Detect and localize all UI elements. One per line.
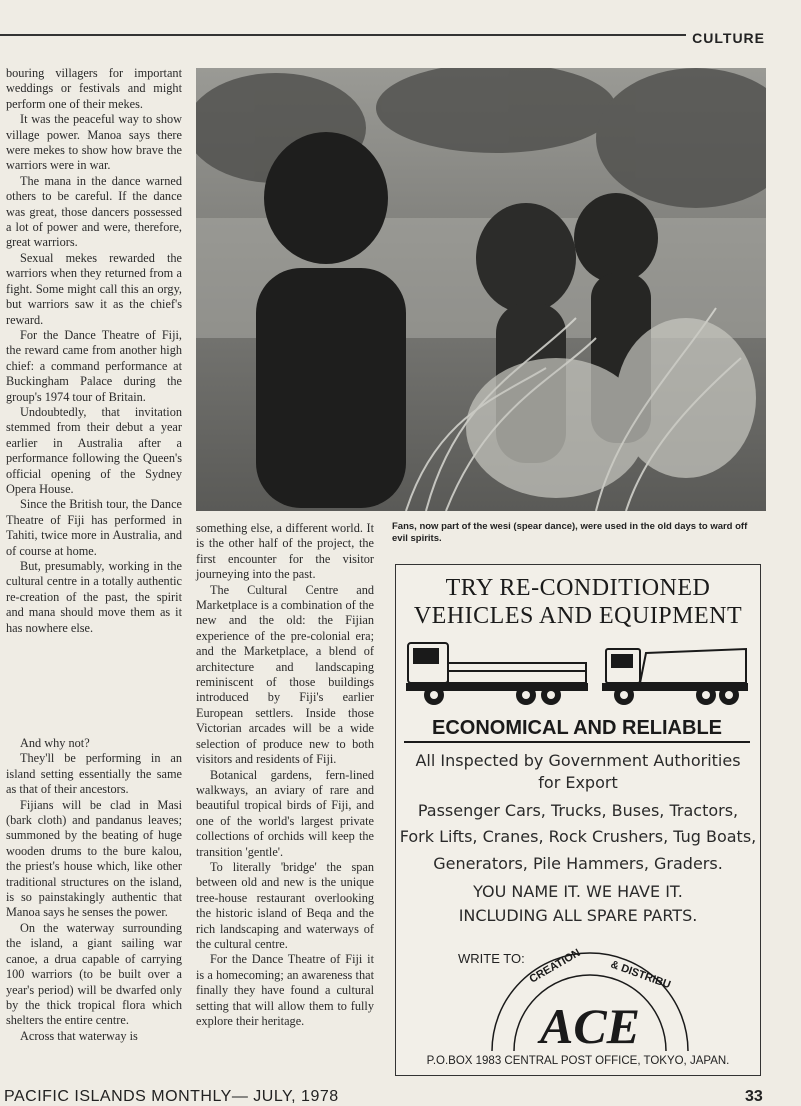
ad-headline-1: TRY RE-CONDITIONED (445, 575, 711, 601)
paragraph: Across that waterway is (20, 1028, 138, 1043)
page-number: 33 (745, 1088, 763, 1105)
dancers-photo (196, 68, 766, 511)
paragraph: Undoubtedly, that invitation stemmed from their debut a year earlier in Australia after a performance following the Queen's official opening of the Sydney Opera House. (6, 404, 182, 496)
header-rule (0, 34, 686, 36)
ad-line: YOU NAME IT. WE HAVE IT. (473, 882, 683, 901)
ace-logo-icon (472, 943, 708, 1053)
svg-text:& DISTRIBU: & DISTRIBU (608, 958, 673, 992)
paragraph: It was the peaceful way to show village power. Manoa says there were mekes to show how brave the warriors were in war. (6, 112, 182, 173)
article-column-2 (196, 521, 374, 1029)
ad-line: INCLUDING ALL SPARE PARTS. (458, 906, 698, 925)
article-column-1 (6, 66, 182, 636)
publication-footer: PACIFIC ISLANDS MONTHLY— JULY, 1978 (4, 1088, 339, 1105)
ad-line: for Export (538, 773, 618, 792)
paragraph: For the Dance Theatre of Fiji, the reward came from another high chief: a command performance at Buckingham Palace during the group's 1974 tour of Britain. (6, 327, 182, 404)
paragraph: And why not? (20, 736, 90, 750)
ad-subhead: ECONOMICAL AND RELIABLE (432, 717, 722, 739)
ad-address: P.O.BOX 1983 CENTRAL POST OFFICE, TOKYO, JAPAN. (426, 1055, 730, 1067)
paragraph: For the Dance Theatre of Fiji it is a homecoming; an awareness that finally they have found a cultural setting that will allow them to fully explore their heritage. (196, 952, 374, 1028)
paragraph: bouring villagers for important weddings or festivals and might perform one of their mekes. (6, 66, 182, 111)
svg-text:ACE: ACE (539, 998, 641, 1053)
paragraph: something else, a different world. It is the other half of the project, the first encounter for the visitor journeying into the past. (196, 521, 374, 582)
ad-line: Fork Lifts, Cranes, Rock Crushers, Tug Boats, (399, 827, 757, 846)
paragraph: Since the British tour, the Dance Theatre of Fiji has performed in Tahiti, twice more in Australia, and of course at home. (6, 497, 182, 558)
paragraph: They'll be performing in an island setting essentially the same as that of their ancestors. (6, 751, 182, 797)
paragraph: The Cultural Centre and Marketplace is a combination of the new and the old: the Fijian experience of the pre-colonial era; and the Marketplace, a blend of architecture and landscaping reminiscent of those buildings introduced by Fiji's earlier European settlers. Inside those Victorian arcades will be a wide selection of produce new to both visitors and residents of Fiji. (196, 582, 374, 767)
ad-write-to: WRITE TO: (458, 951, 525, 966)
photo-caption: Fans, now part of the wesi (spear dance), were used in the old days to ward off evil spirits. (392, 521, 748, 544)
section-title: CULTURE (692, 30, 765, 46)
ad-headline-2: VEHICLES AND EQUIPMENT (413, 603, 743, 629)
ad-subhead-rule (404, 741, 750, 743)
article-column-1-continued (6, 736, 182, 1044)
truck-icon (406, 633, 751, 713)
ad-line: Generators, Pile Hammers, Graders. (433, 854, 723, 873)
paragraph: Fijians will be clad in Masi (bark cloth) and pandanus leaves; summoned by the beating of huge wooden drums to the bure kalou, the priest's house which, like other traditional structures on the island, is so painstakingly authentic that Manoa says he senses the power. (6, 797, 182, 920)
svg-text:CREATION: CREATION (527, 946, 583, 986)
paragraph: To literally 'bridge' the span between old and new is the unique tree-house restaurant overlooking the historic island of Beqa and the rich landscaping and waterways of the cultural centre. (196, 859, 374, 951)
paragraph: But, presumably, working in the cultural centre in a totally authentic re-creation of the past, the spirit and mana should move them as it has nowhere else. (6, 559, 182, 635)
paragraph: Sexual mekes rewarded the warriors when they returned from a fight. Some might call this an orgy, but warriors saw it as the chief's reward. (6, 250, 182, 327)
advertisement (395, 564, 761, 1076)
paragraph: The mana in the dance warned others to be careful. If the dance was great, those dancers possessed a lot of power and were, therefore, great warriors. (6, 173, 182, 250)
paragraph: Botanical gardens, fern-lined walkways, an aviary of rare and beautiful tropical birds of Fiji, and one of the world's largest private collections of orchids will keep the transition 'gentle'. (196, 767, 374, 859)
ad-line: All Inspected by Government Authorities (415, 751, 741, 770)
paragraph: On the waterway surrounding the island, a giant sailing war canoe, a drua capable of carrying 100 warriors (to be built over a year's period) will be dwarfed only by the thick tropical flora which shelters the entire centre. (6, 920, 182, 1028)
ad-line: Passenger Cars, Trucks, Buses, Tractors, (417, 801, 739, 820)
